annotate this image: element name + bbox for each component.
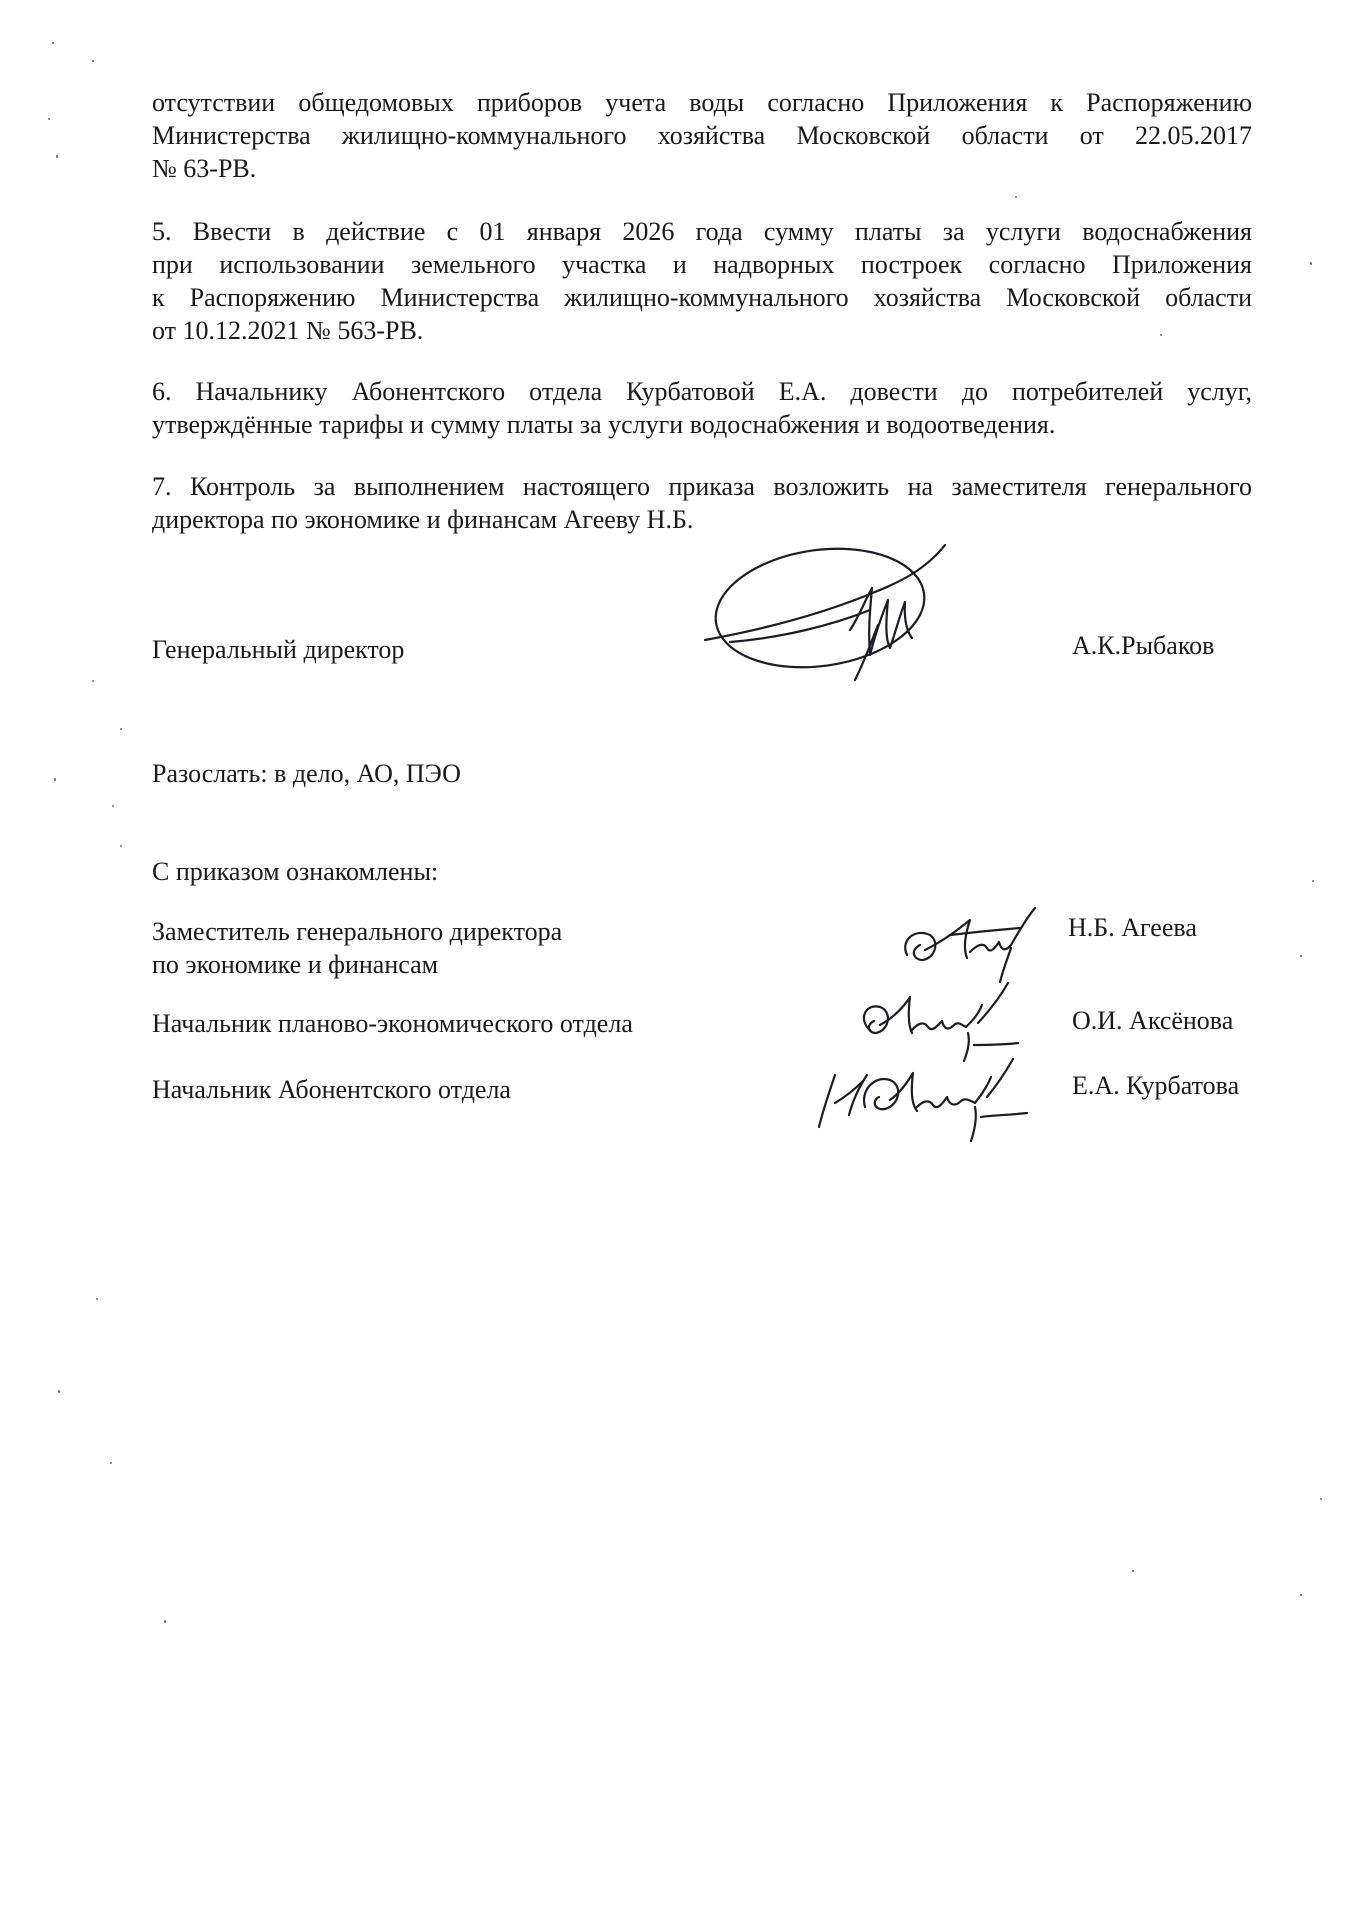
paragraph-4-tail [152,86,1252,185]
text-line: 5. Ввести в действие с 01 января 2026 года сумму платы за услуги водоснабжения [152,217,1252,246]
text-line: к Распоряжению Министерства жилищно-коммунального хозяйства Московской области [152,283,1252,312]
scan-speck [110,1462,112,1464]
person-1-signature [895,890,1045,985]
scan-speck [96,1298,98,1300]
text-line: при использовании земельного участка и надворных построек согласно Приложения [152,250,1252,279]
text-line: утверждённые тарифы и сумму платы за услуги водоснабжения и водоотведения. [152,410,1056,439]
scan-speck [56,155,58,158]
person-2-name: О.И. Аксёнова [1072,1006,1234,1035]
scan-speck [1300,955,1302,957]
text-line: директора по экономике и финансам Агееву Н.Б. [152,505,694,534]
scan-speck [1132,1570,1134,1572]
distribution-list: Разослать: в дело, АО, ПЭО [152,759,461,788]
scan-speck [52,42,54,44]
scan-speck [1300,1594,1302,1596]
scan-speck [112,805,114,807]
scan-speck [1310,262,1312,265]
person-2-position: Начальник планово-экономического отдела [152,1009,633,1038]
person-2-signature [850,975,1020,1065]
scan-speck [92,680,94,682]
text-line: Министерства жилищно-коммунального хозяйства Московской области от 22.05.2017 [152,121,1252,150]
scan-speck [1160,334,1162,336]
director-title: Генеральный директор [152,635,405,664]
person-1-position-line-1: Заместитель генерального директора [152,917,563,946]
scan-speck [164,1620,166,1623]
person-1-name: Н.Б. Агеева [1068,913,1197,942]
paragraph-6 [152,375,1252,441]
acknowledged-heading: С приказом ознакомлены: [152,857,439,886]
scan-speck [120,728,122,730]
text-line: от 10.12.2021 № 563-РВ. [152,316,424,345]
paragraph-5 [152,215,1252,347]
text-line: № 63-РВ. [152,154,257,183]
director-signature [700,530,960,690]
director-name: А.К.Рыбаков [1072,631,1215,660]
paragraph-7 [152,470,1252,536]
person-3-position: Начальник Абонентского отдела [152,1075,511,1104]
scan-speck [58,1390,60,1393]
person-3-name: Е.А. Курбатова [1072,1071,1240,1100]
scan-speck [120,845,122,847]
scan-speck [48,118,50,120]
text-line: 6. Начальнику Абонентского отдела Курбатовой Е.А. довести до потребителей услуг, [152,377,1252,406]
person-3-signature [805,1045,1035,1145]
scan-speck [1015,196,1017,198]
text-line: 7. Контроль за выполнением настоящего приказа возложить на заместителя генерального [152,472,1252,501]
scan-speck [92,60,94,62]
scan-speck [1320,1498,1322,1500]
text-line: отсутствии общедомовых приборов учета воды согласно Приложения к Распоряжению [152,88,1252,117]
person-1-position-line-2: по экономике и финансам [152,950,439,979]
scan-speck [54,778,56,781]
scan-speck [1312,880,1314,882]
